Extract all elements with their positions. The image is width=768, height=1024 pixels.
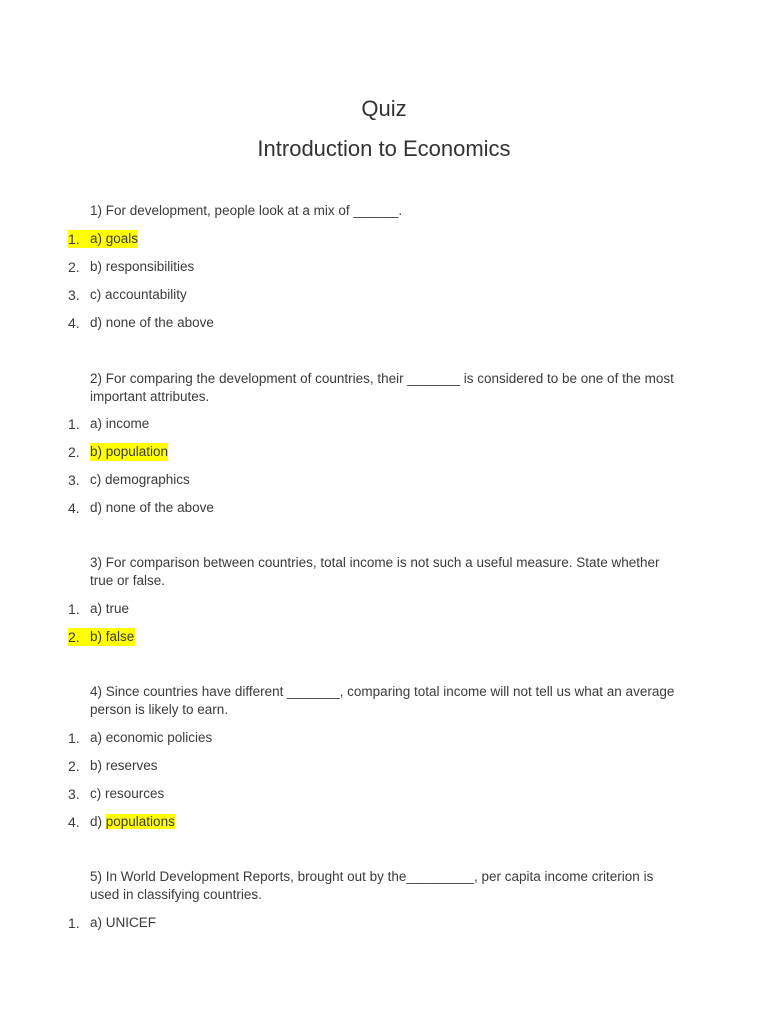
list-item <box>0 230 768 258</box>
list-item <box>0 600 768 628</box>
list-number: 2. <box>68 758 80 774</box>
option-label: d) none of the above <box>90 315 214 330</box>
option-label <box>90 813 175 831</box>
question-2-options <box>0 415 768 527</box>
list-item <box>0 628 768 656</box>
option-label: b) reserves <box>90 758 158 773</box>
list-number: 2. <box>68 444 80 460</box>
list-number: 1. <box>68 915 80 931</box>
option-label: b) responsibilities <box>90 259 195 274</box>
question-3: 3) For comparison between countries, total income is not such a useful measure. State whether true or false. <box>90 555 660 588</box>
list-number: 3. <box>68 786 80 802</box>
list-item <box>0 785 768 813</box>
option-prefix: d) <box>90 814 106 829</box>
page-subtitle: Introduction to Economics <box>257 136 511 161</box>
list-number: 2. <box>68 629 80 645</box>
list-number: 4. <box>68 315 80 331</box>
option-label: b) false <box>90 629 135 644</box>
question-1: 1) For development, people look at a mix of ______. <box>90 203 403 218</box>
option-label: a) income <box>90 416 150 431</box>
option-label-highlighted: b) population <box>90 444 169 459</box>
list-item <box>0 443 768 471</box>
option-label: c) resources <box>90 786 165 801</box>
list-item <box>0 471 768 499</box>
option-label: a) economic policies <box>90 730 213 745</box>
list-number: 4. <box>68 500 80 516</box>
option-highlighted-word: populations <box>105 814 175 829</box>
question-4-options <box>0 729 768 841</box>
option-label: a) true <box>90 601 130 616</box>
list-item <box>0 415 768 443</box>
list-item <box>0 914 768 942</box>
list-number: 1. <box>68 416 80 432</box>
option-label: c) accountability <box>90 287 187 302</box>
page-title: Quiz <box>361 96 407 121</box>
list-number: 1. <box>68 601 80 617</box>
list-number: 1. <box>68 231 80 247</box>
list-item <box>0 499 768 527</box>
option-label: a) goals <box>90 231 139 246</box>
list-number: 3. <box>68 472 80 488</box>
list-number: 2. <box>68 259 80 275</box>
list-number: 3. <box>68 287 80 303</box>
question-4: 4) Since countries have different _______, comparing total income will not tell us what an average person is likely to earn. <box>90 684 675 717</box>
option-label: c) demographics <box>90 472 190 487</box>
list-item <box>0 813 768 841</box>
question-1-options <box>0 230 768 342</box>
list-item <box>0 286 768 314</box>
list-item <box>0 757 768 785</box>
option-label: a) UNICEF <box>90 915 157 930</box>
question-2: 2) For comparing the development of countries, their _______ is considered to be one of the most important attributes. <box>90 371 674 404</box>
question-5: 5) In World Development Reports, brought out by the_________, per capita income criterion is used in classifying countries. <box>90 869 654 902</box>
list-number: 4. <box>68 814 80 830</box>
question-5-options <box>0 914 768 942</box>
list-item <box>0 729 768 757</box>
option-label: d) none of the above <box>90 500 214 515</box>
list-number: 1. <box>68 730 80 746</box>
list-item <box>0 314 768 342</box>
list-item <box>0 258 768 286</box>
question-3-options <box>0 600 768 656</box>
